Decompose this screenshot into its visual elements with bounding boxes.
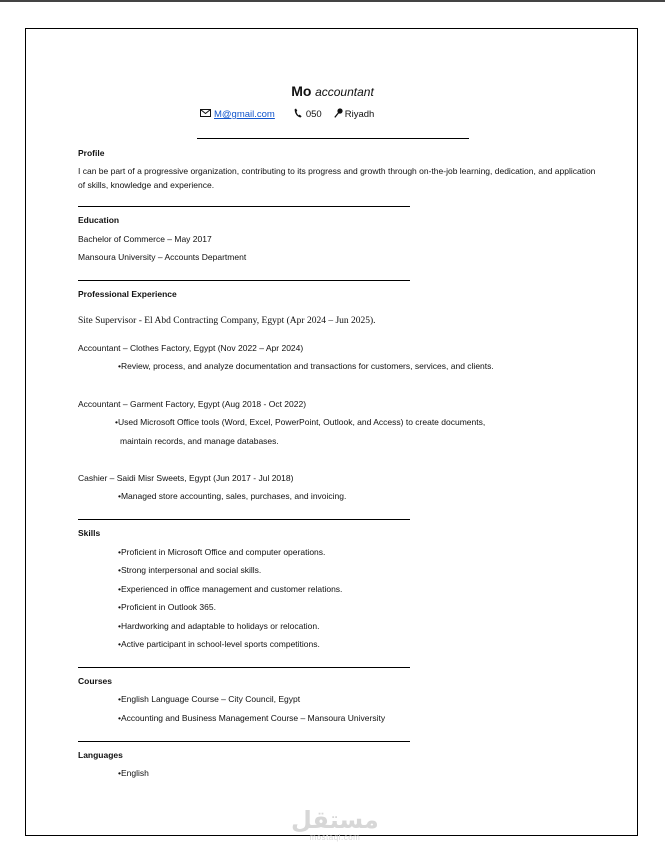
education-degree: Bachelor of Commerce – May 2017 bbox=[78, 234, 212, 244]
profile-text: I can be part of a progressive organization, contributing to its progress and growth through on-the-job learning, dedication, and application of skills, knowledge and experience. bbox=[78, 166, 596, 190]
section-divider bbox=[78, 741, 410, 742]
first-name: Mo bbox=[291, 83, 312, 99]
list-item: •Accounting and Business Management Course – Mansoura University bbox=[118, 713, 386, 723]
watermark-latin: mostaql.com bbox=[309, 833, 361, 842]
education-heading: Education bbox=[78, 215, 120, 225]
location-text: Riyadh bbox=[344, 109, 375, 120]
job-bullet: •Managed store accounting, sales, purchases, and invoicing. bbox=[118, 491, 347, 501]
experience-supervisor: Site Supervisor - El Abd Contracting Company, Egypt (Apr 2024 – Jun 2025). bbox=[78, 316, 376, 326]
envelope-icon bbox=[200, 109, 211, 120]
list-item: •Strong interpersonal and social skills. bbox=[118, 565, 262, 575]
contact-line bbox=[200, 108, 374, 121]
watermark-arabic: مستقل bbox=[291, 806, 379, 834]
list-item: •Proficient in Outlook 365. bbox=[118, 602, 216, 612]
section-divider bbox=[78, 519, 410, 520]
job-title-line: Accountant – Garment Factory, Egypt (Aug 2018 - Oct 2022) bbox=[78, 399, 307, 409]
section-divider bbox=[78, 206, 410, 207]
profile-heading: Profile bbox=[78, 148, 105, 158]
list-item: •Active participant in school-level sports competitions. bbox=[118, 639, 320, 649]
list-item: •Hardworking and adaptable to holidays or relocation. bbox=[118, 621, 320, 631]
map-pin-icon bbox=[334, 108, 343, 121]
list-item: •English bbox=[118, 768, 149, 778]
phone-number: 050 bbox=[305, 109, 322, 120]
job-bullet: •Used Microsoft Office tools (Word, Excel, PowerPoint, Outlook, and Access) to create documents, bbox=[115, 417, 486, 427]
job-title-line: Accountant – Clothes Factory, Egypt (Nov 2022 – Apr 2024) bbox=[78, 343, 304, 353]
phone-icon bbox=[294, 108, 302, 121]
list-item: •Experienced in office management and customer relations. bbox=[118, 584, 343, 594]
job-title: accountant bbox=[315, 85, 374, 99]
job-bullet-continuation: maintain records, and manage databases. bbox=[120, 436, 279, 446]
languages-heading: Languages bbox=[78, 750, 123, 760]
section-divider bbox=[78, 280, 410, 281]
section-divider bbox=[78, 667, 410, 668]
email-link[interactable]: M@gmail.com bbox=[214, 109, 275, 120]
skills-heading: Skills bbox=[78, 528, 101, 538]
header-divider bbox=[197, 138, 469, 139]
resume-name bbox=[26, 83, 639, 99]
job-title-line: Cashier – Saidi Misr Sweets, Egypt (Jun 2017 - Jul 2018) bbox=[78, 473, 294, 483]
mostaql-watermark bbox=[291, 807, 379, 842]
resume-page bbox=[25, 28, 638, 842]
list-item: •English Language Course – City Council, Egypt bbox=[118, 694, 301, 704]
education-university: Mansoura University – Accounts Department bbox=[78, 252, 247, 262]
job-bullet: •Review, process, and analyze documentation and transactions for customers, services, and clients. bbox=[118, 361, 494, 371]
experience-heading: Professional Experience bbox=[78, 289, 177, 299]
list-item: •Proficient in Microsoft Office and computer operations. bbox=[118, 547, 326, 557]
top-border-line bbox=[0, 0, 665, 2]
courses-heading: Courses bbox=[78, 676, 113, 686]
